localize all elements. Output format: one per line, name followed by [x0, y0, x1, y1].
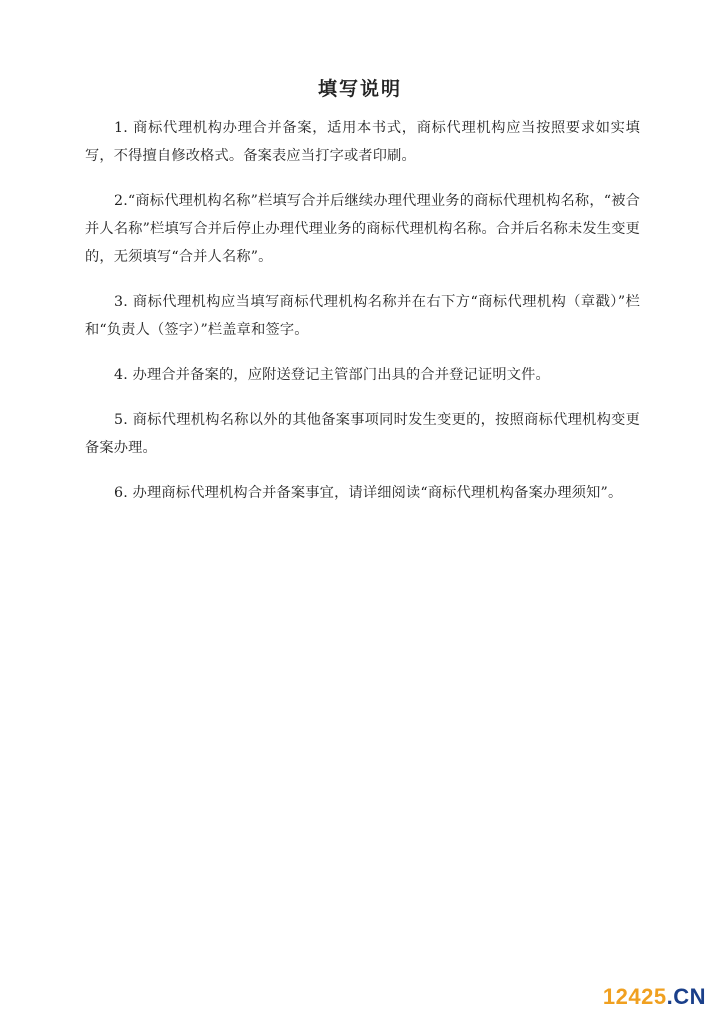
site-watermark-logo: [603, 984, 706, 1010]
watermark-dot: .: [666, 984, 674, 1009]
instruction-item-1: 1. 商标代理机构办理合并备案，适用本书式，商标代理机构应当按照要求如实填写，不得擅自修改格式。备案表应当打字或者印刷。: [85, 120, 640, 164]
watermark-digits: 12425: [602, 984, 667, 1009]
instruction-item-3: 3. 商标代理机构应当填写商标代理机构名称并在右下方“商标代理机构（章戳）”栏和“负责人（签字）”栏盖章和签字。: [85, 294, 640, 338]
instruction-item-5: 5. 商标代理机构名称以外的其他备案事项同时发生变更的，按照商标代理机构变更备案办理。: [85, 412, 640, 456]
instruction-item-4: 4. 办理合并备案的，应附送登记主管部门出具的合并登记证明文件。: [114, 367, 550, 383]
document-title: 填写说明: [317, 78, 402, 100]
instruction-list: [85, 114, 640, 524]
instruction-item-6: 6. 办理商标代理机构合并备案事宜，请详细阅读“商标代理机构备案办理须知”。: [114, 485, 623, 501]
watermark-suffix: CN: [673, 984, 706, 1009]
instruction-item-2: 2.“商标代理机构名称”栏填写合并后继续办理代理业务的商标代理机构名称，“被合并人名称”栏填写合并后停止办理代理业务的商标代理机构名称。合并后名称未发生变更的，无须填写“合并人名称”。: [85, 193, 640, 265]
